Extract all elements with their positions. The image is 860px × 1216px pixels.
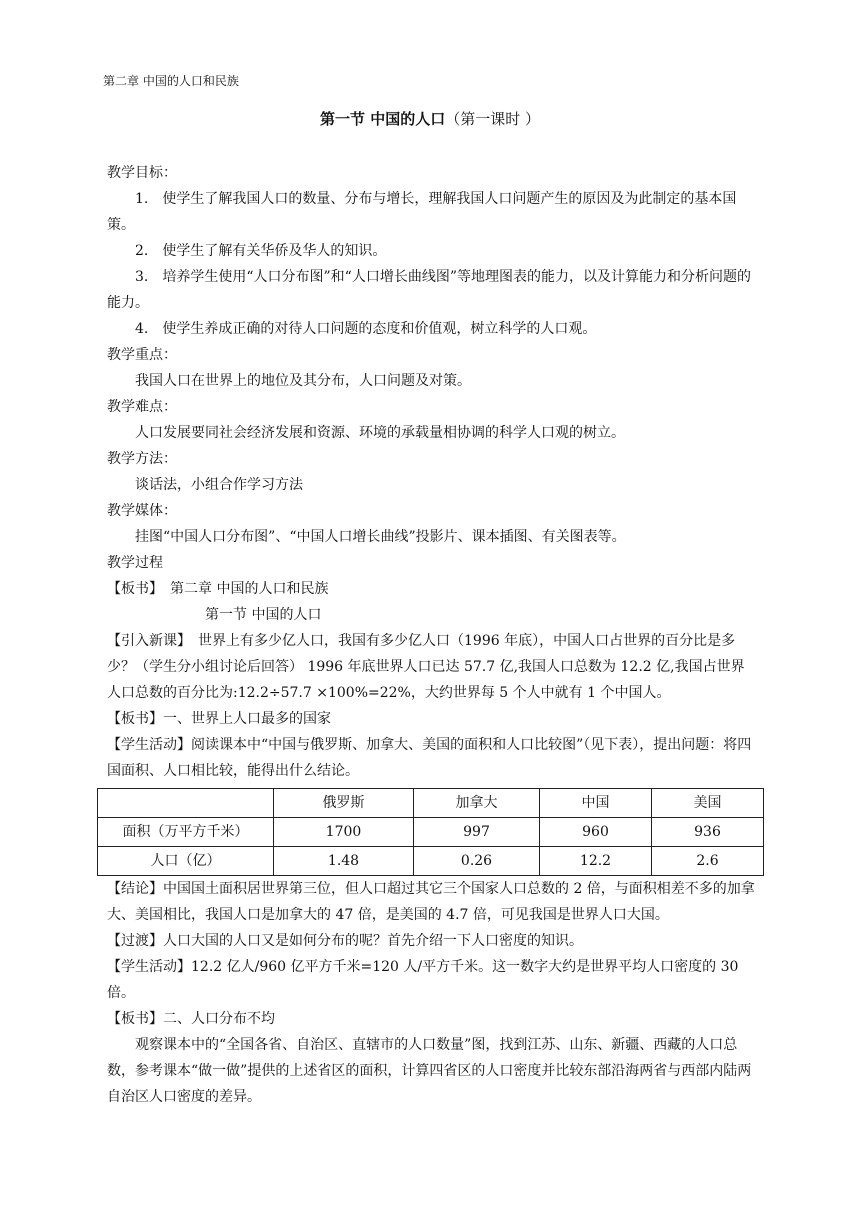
section-title-main: 第一节 中国的人口: [319, 110, 446, 128]
table-header-cell: 俄罗斯: [274, 789, 414, 818]
board-note-1-sub: 第一节 中国的人口: [205, 607, 322, 623]
table-cell: 面积（万平方千米）: [98, 818, 274, 847]
media-heading: 教学媒体：: [107, 503, 177, 519]
student-activity-2: 【学生活动】12.2 亿人/960 亿平方千米=120 人/平方千米。这一数字大约是世界平均人口密度的 30 倍。: [107, 959, 739, 1001]
process-heading: 教学过程: [107, 555, 163, 571]
table-row: [98, 818, 764, 847]
table-header-cell: [98, 789, 274, 818]
table-header-row: [98, 789, 764, 818]
table-header-cell: 加拿大: [414, 789, 540, 818]
table-cell: 0.26: [414, 847, 540, 876]
goal-2: 2. 使学生了解有关华侨及华人的知识。: [135, 243, 387, 259]
difficulty: 人口发展要同社会经济发展和资源、环境的承载量相协调的科学人口观的树立。: [135, 425, 625, 441]
section-title-lesson: （第一课时 ）: [445, 110, 540, 128]
table-header-cell: 中国: [540, 789, 652, 818]
table-cell: 960: [540, 818, 652, 847]
method: 谈话法，小组合作学习方法: [135, 477, 303, 493]
student-activity-1: 【学生活动】阅读课本中“中国与俄罗斯、加拿大、美国的面积和人口比较图”（见下表），提出问题：将四国面积、人口相比较，能得出什么结论。: [107, 737, 752, 779]
goals-heading: 教学目标：: [107, 165, 177, 181]
board-note-2: 【板书】一、世界上人口最多的国家: [107, 711, 331, 727]
document-body: [107, 160, 757, 1110]
table-cell: 1700: [274, 818, 414, 847]
table-cell: 12.2: [540, 847, 652, 876]
goal-1: 1. 使学生了解我国人口的数量、分布与增长，理解我国人口问题产生的原因及为此制定的基本国策。: [107, 191, 737, 233]
table-cell: 997: [414, 818, 540, 847]
observe-paragraph: 观察课本中的“全国各省、自治区、直辖市的人口数量”图，找到江苏、山东、新疆、西藏的人口总数，参考课本“做一做”提供的上述省区的面积，计算四省区的人口密度并比较东部沿海两省与西部内陆两自治区人口密度的差异。: [107, 1037, 752, 1105]
table-cell: 1.48: [274, 847, 414, 876]
goal-4: 4. 使学生养成正确的对待人口问题的态度和价值观，树立科学的人口观。: [135, 321, 597, 337]
key-points: 我国人口在世界上的地位及其分布，人口问题及对策。: [135, 373, 471, 389]
table-row: [98, 847, 764, 876]
goal-3: 3. 培养学生使用“人口分布图”和“人口增长曲线图”等地理图表的能力，以及计算能力和分析问题的能力。: [107, 269, 751, 311]
conclusion-paragraph: 【结论】中国国土面积居世界第三位，但人口超过其它三个国家人口总数的 2 倍，与面积相差不多的加拿大、美国相比，我国人口是加拿大的 47 倍，是美国的 4.7 倍，可见我国是世界人口大国。: [107, 881, 755, 923]
chapter-header: 第二章 中国的人口和民族: [103, 74, 239, 88]
intro-paragraph: 【引入新课】 世界上有多少亿人口，我国有多少亿人口（1996 年底），中国人口占世界的百分比是多少？（学生分小组讨论后回答） 1996 年底世界人口已达 57.7 亿,我国人口总数为 12.2 亿,我国占世界人口总数的百分比为:12.2÷57.7 ×100%=22%，大约世界每 5 个人中就有 1 个中国人。: [107, 633, 745, 701]
table-cell: 人口（亿）: [98, 847, 274, 876]
key-points-heading: 教学重点：: [107, 347, 177, 363]
transition-paragraph: 【过渡】人口大国的人口又是如何分布的呢？首先介绍一下人口密度的知识。: [107, 933, 583, 949]
comparison-table: [97, 788, 764, 876]
board-note-1: 【板书】 第二章 中国的人口和民族: [107, 581, 329, 597]
method-heading: 教学方法：: [107, 451, 177, 467]
board-note-3: 【板书】二、人口分布不均: [107, 1011, 275, 1027]
section-title: [0, 108, 860, 129]
difficulty-heading: 教学难点：: [107, 399, 177, 415]
table-cell: 2.6: [652, 847, 764, 876]
media: 挂图“中国人口分布图”、“中国人口增长曲线”投影片、课本插图、有关图表等。: [135, 529, 626, 545]
table-header-cell: 美国: [652, 789, 764, 818]
table-cell: 936: [652, 818, 764, 847]
